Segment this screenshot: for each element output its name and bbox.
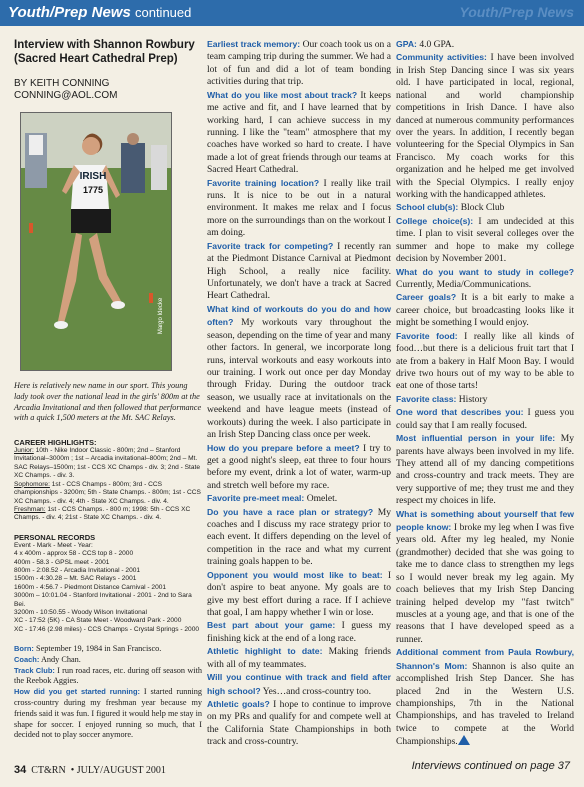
qa-college-track: Will you continue with track and field after high school? Yes…and cross-country too.: [207, 672, 391, 697]
record-item: 400m - 58.3 - GPSL meet - 2001: [14, 558, 110, 566]
photo-credit: Margo Idecke: [157, 297, 164, 335]
qa-workouts: What kind of workouts do you do and how often? My workouts vary throughout the season, depending on the time of year and many other factors. In general, we incorporate long runs, interval workouts and easy workouts into our training. I work out once per day Monday through Friday. During the outdoor track season, we usually race at invitationals on the weekend and have league meets (instead of workouts) during the week. I also participate in an Irish Step Dancing class once per week.: [207, 303, 391, 441]
bib-team: IRISH: [79, 171, 107, 182]
qa-memory: Earliest track memory: Our coach took us on a team camping trip during the summer. We had a lot of fun and did a lot of team bonding activities during that trip.: [207, 39, 391, 88]
career-freshman: Freshman: 1st - CCS Champs. - 800 m; 1998: 5th - CCS XC Champs. - div. 4; 21st - State XC Champs. - div. 4.: [14, 505, 191, 522]
record-item: 3200m - 10:50.55 - Woody Wilson Invitational: [14, 608, 147, 616]
page-number: 34: [14, 764, 27, 776]
career-heading: CAREER HIGHLIGHTS:: [14, 438, 97, 448]
bib-number: 1775: [82, 185, 104, 195]
record-item: 3000m – 10:01.04 - Stanford Invitational - 2001 - 2nd to Sara Bei.: [14, 592, 192, 608]
section-header: [0, 0, 584, 26]
record-item: 800m - 2:08.52 - Arcadia Invitational - 2001: [14, 566, 141, 574]
end-mark-icon: [458, 735, 470, 745]
qa-college: College choice(s): I am undecided at this time. I plan to visit several colleges over the summer and hope to make my college decision by November 2001.: [396, 215, 574, 265]
record-item: XC - 17:46 (2.98 miles) - CCS Champs - Crystal Springs - 2000: [14, 625, 200, 633]
qa-athletic: Athletic highlight to date: Making friends with all of my teammates.: [207, 646, 391, 670]
qa-influence: Most influential person in your life: My parents have always been involved in my life. They attend all of my dancing competitions and cross-country and track meets. They are very supportive of me; they trust me and they respect my choices in life.: [396, 433, 574, 507]
career-junior: Junior: 10th - Nike Indoor Classic - 800m; 2nd – Stanford Invitational–3000m ; 1st – Arcadia invitational–800m; 2nd – Mt. SAC Relays–1500m; 1st - CCS XC Champs - div. 3; 2nd - State XC Champs. - div. 3.: [14, 447, 201, 480]
qa-opponent: Opponent you would most like to beat: I don't aspire to beat anyone. My goals are to give my best effort during a race. If I achieve that goal, I am happy whether I win or lose.: [207, 569, 391, 618]
record-item: 1600m - 4:56.7 - Piedmont Distance Carnival - 2001: [14, 583, 167, 591]
page-footer: 34 CT&RN • JULY/AUGUST 2001: [14, 764, 166, 776]
qa-location: Favorite training location? I really like trail runs. It is nice to be out in a natural environment. It makes me relax and I focus more on the surroundings than on the workout I am doing.: [207, 177, 391, 239]
column-middle: [207, 38, 391, 749]
issue-date: JULY/AUGUST 2001: [76, 765, 166, 776]
column-right: [396, 38, 574, 749]
qa-additional: Additional comment from Paula Rowbury, Shannon's Mom: Shannon is also quite an accomplished Irish Step Dancer. She has placed 2nd in the Western U.S. championships, 7th in the National Championships, and has traveled to Ireland twice to compete at the World Championships.: [396, 647, 574, 748]
qa-word: One word that describes you: I guess you could say that I am really focused.: [396, 407, 574, 431]
section-title: Youth/Prep News continued: [8, 4, 192, 21]
qa-track-club: Track Club: I run road races, etc. during off season with the Reebok Aggies.: [14, 665, 202, 686]
qa-class: Favorite class: History: [396, 393, 488, 405]
qa-started-part1: How did you get started running: I started running cross-country during my freshman year because my friends said it was fun. I figured it would help me stay in shape for soccer. I enjoyed running so much, that I decided not to play soccer anymore.: [14, 687, 202, 740]
records-heading: PERSONAL RECORDS: [14, 532, 96, 542]
record-item: XC - 17:52 (5K) - CA State Meet - Woodward Park - 2000: [14, 617, 182, 625]
qa-track: Favorite track for competing? I recently ran at the Piedmont Distance Carnival at Piedmont High School, a really nice facility. Unfortunately, we don't have a track at Sacred Heart Cathedral.: [207, 240, 391, 302]
qa-born: Born: September 19, 1984 in San Francisco.: [14, 644, 162, 654]
continued-note: Interviews continued on page 37: [411, 760, 570, 772]
qa-community: Community activities: I have been involved in Irish Step Dancing since I was six years old. I have participated in local, regional, national and world championship competitions in Irish Dance. I have also danced at numerous community performances over the years. In addition, I recently began volunteering for the Special Olympics in San Francisco. My coach works for this organization and he helped me get involved with the Special Olympics. I really enjoy working with the handicapped athletes.: [396, 52, 574, 201]
record-item: 4 x 400m - approx 58 - CCS top 8 - 2000: [14, 550, 134, 558]
qa-plan: Do you have a race plan or strategy? My coaches and I discuss my race strategy prior to each event. It differs depending on the level of competition in the race and what my current training goals happen to be.: [207, 506, 391, 568]
qa-prepare: How do you prepare before a meet? I try to get a good night's sleep, eat three to four hours before my event, drink a lot of water, warm-up and stretch well before my race.: [207, 442, 391, 491]
records-subheading: Event - Mark - Meet - Year:: [14, 541, 93, 549]
career-sophomore: Sophomore: 1st - CCS Champs - 800m; 3rd - CCS championships - 3200m; 5th - State Champs. - 800m; 1st - CCS XC Champs. - div. 4; 4th - State XC Champs. - div. 4.: [14, 480, 201, 505]
qa-few-know: What is something about yourself that few people know: I broke my leg when I was five years old. After my leg healed, my Nonie (grandmother) decided that she was going to take me to dance class to strengthen my legs so I would never break my leg again. My coach believes that my Irish Step Dancing training helped develop my "fast twitch" muscles at a young age, and that is one of the reasons that I have developed speed as a runner.: [396, 508, 575, 645]
magazine-name: CT&RN: [31, 765, 66, 776]
byline: BY KEITH CONNING CONNING@AOL.COM: [14, 78, 118, 101]
qa-study: What do you want to study in college? Currently, Media/Communications.: [396, 266, 574, 291]
runner-illustration: [21, 113, 171, 370]
qa-food: Favorite food: I really like all kinds of food…but there is a delicious fruit tart that I ate from a bakery in Half Moon Bay. I would drive two hours out of my way to be able to eat one of those tarts!: [396, 330, 575, 392]
photo-caption: Here is relatively new name in our sport. This young lady took over the national lead in the girls' 800m at the Arcadia Invitational and then followed that performance with a quick 1,500 meters at the Mt. SAC Relays.: [14, 381, 202, 423]
qa-premeet: Favorite pre-meet meal: Omelet.: [207, 493, 338, 505]
section-title-ghost: Youth/Prep News: [459, 4, 574, 20]
qa-gpa: GPA: 4.0 GPA.: [396, 39, 455, 50]
qa-like: What do you like most about track? It keeps me active and fit, and I have learned that by working hard, I can achieve success in my running. I like the "team" atmosphere that my coaches have worked so hard to create. I have made a lot of great friends through our teams at Sacred Heart Cathedral.: [207, 89, 392, 176]
runner-photo: [20, 112, 172, 371]
qa-career: Career goals? It is a bit early to make a career choice, but broadcasting looks like it might be something I would enjoy.: [396, 292, 575, 329]
qa-best-part: Best part about your game: I guess my finishing kick at the end of a long race.: [207, 620, 391, 644]
qa-school-club: School club(s): Block Club: [396, 202, 505, 214]
qa-goals: Athletic goals? I hope to continue to improve on my PRs and qualify for and compete well at the California State Championships in both track and cross-country.: [207, 698, 392, 748]
qa-coach: Coach: Andy Chan.: [14, 654, 81, 664]
column-left: [14, 38, 202, 741]
article-title: Interview with Shannon Rowbury (Sacred Heart Cathedral Prep): [14, 39, 195, 65]
record-item: 1500m - 4:30.28 – Mt. SAC Relays - 2001: [14, 575, 137, 583]
